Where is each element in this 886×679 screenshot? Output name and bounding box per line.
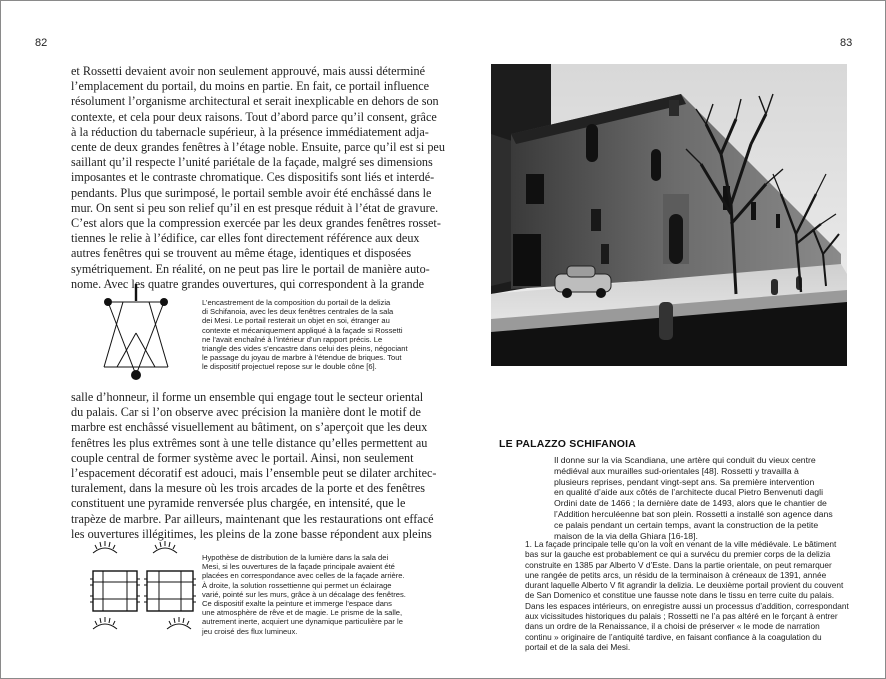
- text-line: constituent une pyramide renversée plus chargée, en intensité, que le: [71, 496, 406, 511]
- caption-line: dei Mesi. Le portail resterait un objet en soi, étranger au: [202, 316, 390, 326]
- note-line: durant laquelle Alberto V fit agrandir la delizia. Le deuxième portail provient du couvent: [525, 580, 844, 591]
- caption-line: varié, pointé sur les murs, grâce à un décalage des fenêtres.: [202, 589, 406, 599]
- section-title: LE PALAZZO SCHIFANOIA: [499, 438, 637, 450]
- text-line: couple central de former système avec le portail. Ainsi, non seulement: [71, 450, 414, 465]
- palazzo-photo: [491, 64, 847, 366]
- note-line: une rangée de petits arcs, un résidu de la terminaison à créneaux de 1391, année: [525, 569, 827, 580]
- text-line: pendants. Plus que surimposé, le portail semble avoir été enchâssé dans le: [71, 185, 432, 200]
- text-line: imposantes et le contraste chromatique. Ces dispositifs sont liés et interdé-: [71, 170, 435, 185]
- figure-caption-1: [202, 298, 408, 372]
- note-line: dans un ordre de la Renaissance, il a choisi de préserver « le mode de narration: [525, 621, 820, 632]
- note-line: continu » originaire de l’antiquité tardive, en faisant confiance à la coagulation du: [525, 631, 822, 642]
- note-line: Dans les espaces intérieurs, on enregistre aussi un processus d’addition, correspondant: [525, 600, 849, 611]
- caption-line: une atmosphère de rêve et de magie. Le prisme de la salle,: [202, 608, 403, 618]
- note-line: de San Domenico et constitue une fausse note dans le tissu en terre cuite du palais.: [525, 590, 835, 601]
- section-line: plusieurs reprises, pendant vingt-sept ans. Sa première intervention: [554, 476, 815, 487]
- section-body: [554, 455, 854, 541]
- text-line: trapèze de marbre. Par ailleurs, maintenant que les restaurations ont effacé: [71, 511, 434, 526]
- caption-line: triangle des vides s’encastre dans celui des pleins, négociant: [202, 344, 408, 354]
- body-text-block-1: [71, 64, 445, 292]
- section-line: Ordini date de 1466 ; la dernière date de 1493, alors que le chantier de: [554, 498, 827, 509]
- text-line: à la réduction du tabernacle supérieur, à la présence immédiatement adja-: [71, 124, 429, 139]
- caption-line: placées en correspondance avec celles de la façade arrière.: [202, 571, 405, 581]
- text-line: l’espacement décoratif est adouci, mais l’ensemble peut se dilater architec-: [71, 466, 437, 481]
- body-text-block-2: [71, 390, 437, 542]
- text-line: symétriquement. En réalité, on ne peut pas lire le portail de manière auto-: [71, 261, 430, 276]
- text-line: cente de deux grandes fenêtres à l’étage noble. Ensuite, parce qu’il est si peu: [71, 140, 445, 155]
- caption-line: le dispositif projectuel repose sur le double cône [6].: [202, 362, 377, 372]
- text-line: mur. On sent si peu son relief qu’il en est presque réduit à l’état de gravure.: [71, 200, 439, 215]
- light-diagrams: [87, 541, 199, 637]
- text-line: nome. Avec les quatre grandes ouvertures, qui correspondent à la grande: [71, 276, 425, 291]
- caption-line: autrement inerte, acquiert une dynamique particulière par le: [202, 617, 403, 627]
- text-line: C’est alors que la compression exercée par les deux grandes fenêtres rosset-: [71, 216, 441, 231]
- light-diagram-left: [90, 541, 140, 629]
- light-diagram-right: [144, 541, 196, 629]
- caption-line: L’encastrement de la composition du portail de la delizia: [202, 298, 391, 307]
- double-cone-diagram: [99, 281, 175, 385]
- note-line: 1. La façade principale telle qu’on la voit en venant de la ville médiévale. Le bâtiment: [525, 539, 837, 549]
- text-line: du palais. Car si l’on observe avec précision la manière dont le motif de: [71, 405, 421, 420]
- note-line: construite en 1385 par Alberto V d’Este. Dans la partie orientale, on peut remarquer: [525, 559, 832, 570]
- text-line: fenêtres les plus extrêmes sont à une telle distance qu’elles permettent au: [71, 435, 428, 450]
- page-number-right: 83: [840, 37, 853, 49]
- section-line: en qualité d’aide aux côtés de l’architecte ducal Pietro Benvenuti dagli: [554, 487, 824, 498]
- caption-line: Mesi, si les ouvertures de la façade principale avaient été: [202, 562, 395, 572]
- figure-note: [525, 539, 855, 652]
- section-line: médiéval aux murailles sud-orientales [48]. Rossetti y travailla à: [554, 465, 799, 476]
- caption-line: contexte et mécaniquement appliqué à la façade si Rossetti: [202, 325, 403, 335]
- palazzo-photo-illustration: [491, 64, 847, 366]
- section-line: l’Addition herculéenne bat son plein. Rossetti a installé son agence dans: [554, 508, 833, 519]
- caption-line: Ce dispositif exalte la peinture et immerge l’espace dans: [202, 599, 392, 609]
- caption-line: di Schifanoia, avec les deux fenêtres centrales de la sala: [202, 307, 394, 317]
- caption-line: ne l’avait enchaîné à l’intérieur d’un rapport précis. Le: [202, 334, 383, 344]
- figure-caption-2: [202, 553, 406, 636]
- text-line: autres fenêtres qui se trouvent au même étage, identiques et disposées: [71, 246, 412, 261]
- text-line: turalement, dans la mesure où les trois arcades de la porte et des fenêtres: [71, 481, 425, 496]
- note-line: bas sur la gauche est probablement ce qui a survécu du premier corps de la delizia: [525, 549, 831, 560]
- note-line: aux vicissitudes historiques du palais ; Rossetti ne l’a pas altéré en le forçant à entrer: [525, 611, 838, 622]
- text-line: tiennes le relie à l’édifice, car elles font directement référence aux deux: [71, 231, 420, 246]
- text-line: contexte, et cela pour deux raisons. Tout d’abord parce qu’il consent, grâce: [71, 109, 437, 124]
- section-line: maison de la via della Ghiara [16-18].: [554, 530, 698, 541]
- text-line: marbre est enchâssé visuellement au bâtiment, on s’aperçoit que les deux: [71, 420, 428, 435]
- caption-line: jeu croisé des flux lumineux.: [202, 626, 298, 636]
- caption-line: Hypothèse de distribution de la lumière dans la sala dei: [202, 553, 389, 562]
- text-line: les ouvertures illégitimes, les pleins de la zone basse répondent aux pleins: [71, 526, 432, 541]
- section-line: Il donne sur la via Scandiana, une artère qui conduit du vieux centre: [554, 455, 816, 465]
- text-line: résolument l’organisme architectural et serait inexplicable en dehors de son: [71, 94, 439, 109]
- caption-line: le passage du joyau de marbre à l’étendue de briques. Tout: [202, 353, 402, 363]
- text-line: salle d’honneur, il forme un ensemble qui engage tout le secteur oriental: [71, 390, 424, 404]
- section-line: ce palais pendant un certain temps, avant la construction de la petite: [554, 519, 819, 530]
- note-line: portail et de la sala dei Mesi.: [525, 641, 631, 652]
- text-line: saillant qu’il respecte l’unité pariétale de la façade, malgré ses dimensions: [71, 155, 433, 170]
- page-number-left: 82: [35, 37, 48, 49]
- caption-line: À droite, la solution rossettienne qui permet un éclairage: [202, 580, 392, 590]
- text-line: et Rossetti devaient avoir non seulement approuvé, mais aussi déterminé: [71, 64, 426, 78]
- text-line: l’emplacement du portail, du moins en partie. En fait, ce portail influence: [71, 79, 430, 94]
